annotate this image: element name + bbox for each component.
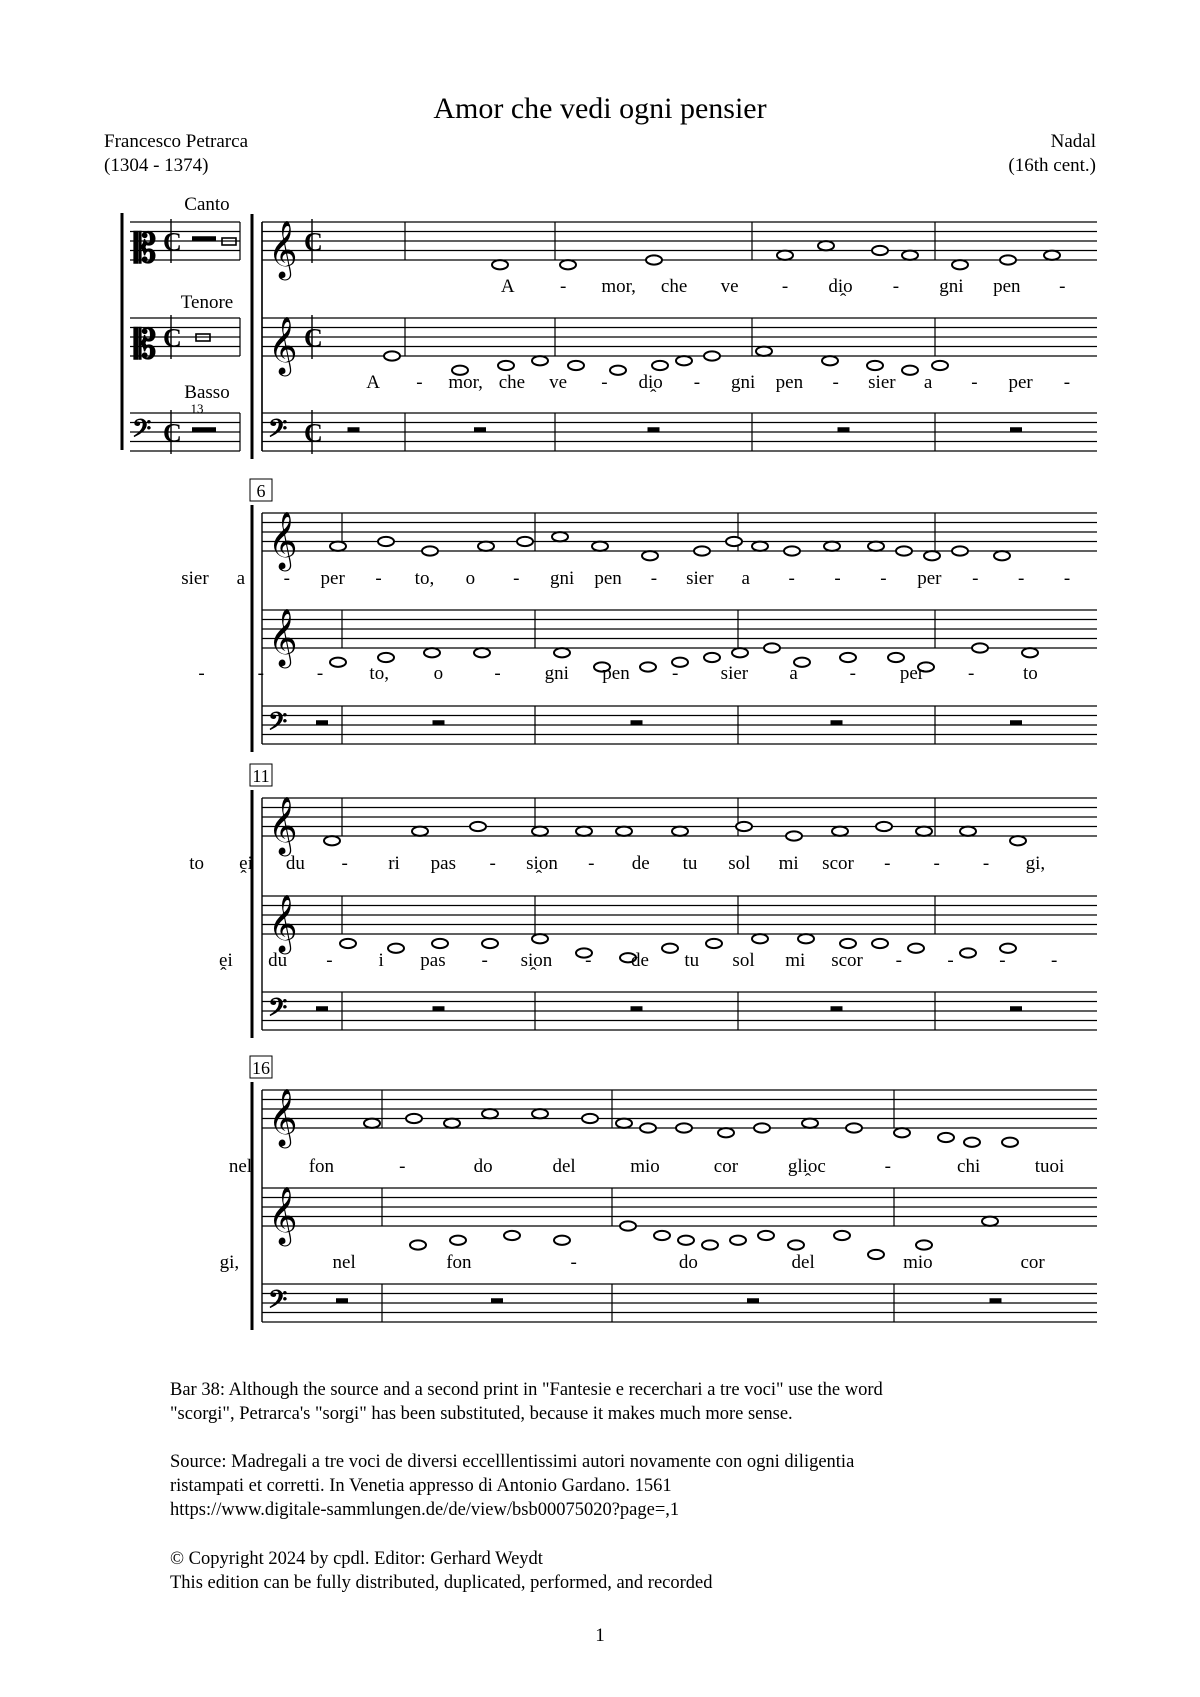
- whole-note: [704, 351, 720, 360]
- lyric-canto: sier: [686, 568, 714, 589]
- rest: [631, 1006, 643, 1011]
- lyric-canto: tu: [682, 853, 698, 874]
- whole-note: [868, 542, 884, 551]
- lyric-canto: si̭on: [526, 853, 558, 874]
- lyric-canto: ri: [388, 853, 400, 874]
- lyric-canto: -: [489, 853, 496, 874]
- lyric-tenore: -: [693, 372, 701, 393]
- lyric-canto: gni: [550, 568, 575, 589]
- lyric-tenore: -: [999, 950, 1006, 971]
- time-signature: C: [163, 227, 182, 257]
- whole-note: [896, 546, 912, 555]
- whole-note: [902, 251, 918, 260]
- whole-note: [424, 648, 440, 657]
- lyric-canto: -: [892, 276, 900, 297]
- lyric-canto: sier: [181, 568, 209, 589]
- lyric-tenore: mor,: [448, 372, 483, 393]
- lyric-tenore: do: [678, 1252, 698, 1273]
- lyric-tenore: A: [366, 372, 380, 393]
- whole-note: [378, 537, 394, 546]
- lyric-canto: pen: [594, 568, 622, 589]
- composer-name: Nadal: [1050, 131, 1096, 152]
- whole-note: [388, 944, 404, 953]
- lyric-canto: -: [1059, 276, 1066, 297]
- whole-note: [802, 1119, 818, 1128]
- lyric-tenore: a: [923, 372, 933, 393]
- lyric-tenore: sier: [868, 372, 896, 393]
- rest: [474, 427, 486, 432]
- measure-number: 6: [256, 481, 266, 501]
- whole-note: [786, 831, 802, 840]
- rest: [990, 1298, 1002, 1303]
- whole-note: [678, 1236, 694, 1245]
- lyric-tenore: -: [494, 663, 501, 684]
- source-note: [170, 1450, 1070, 1522]
- whole-note: [364, 1119, 380, 1128]
- lyric-tenore: to,: [369, 663, 389, 684]
- whole-note: [552, 532, 568, 541]
- rest: [1010, 720, 1022, 725]
- c-clef-icon: 𝄡: [134, 226, 157, 271]
- voice-label-canto: Canto: [184, 194, 230, 215]
- whole-note: [908, 944, 924, 953]
- whole-note: [952, 546, 968, 555]
- poet-dates: (1304 - 1374): [104, 155, 209, 176]
- whole-note: [840, 939, 856, 948]
- lyric-canto: do: [473, 1156, 493, 1177]
- whole-note: [777, 251, 793, 260]
- rest: [433, 1006, 445, 1011]
- lyric-tenore: -: [672, 663, 679, 684]
- composer-dates: (16th cent.): [1008, 155, 1096, 176]
- lyric-tenore: -: [326, 950, 333, 971]
- lyric-canto: ve: [720, 276, 739, 297]
- whole-note: [994, 551, 1010, 560]
- lyric-canto: che: [660, 276, 688, 297]
- lyric-tenore: -: [968, 663, 975, 684]
- lyric-tenore: scor: [831, 950, 863, 971]
- whole-note: [932, 361, 948, 370]
- whole-note: [474, 648, 490, 657]
- page-number: 1: [595, 1625, 605, 1646]
- time-signature: C: [304, 418, 323, 448]
- lyric-tenore: si̭on: [520, 950, 553, 971]
- score-title: Amor che vedi ogni pensier: [433, 92, 767, 125]
- lyric-tenore: sier: [720, 663, 749, 684]
- lyric-canto: mio: [630, 1156, 660, 1177]
- lyric-canto: del: [552, 1156, 576, 1177]
- lyric-canto: scor: [822, 853, 854, 874]
- whole-note: [470, 822, 486, 831]
- whole-note: [378, 653, 394, 662]
- whole-note: [764, 643, 780, 652]
- lyric-tenore: pas: [420, 950, 446, 971]
- whole-note: [726, 537, 742, 546]
- whole-note: [662, 944, 678, 953]
- lyric-canto: -: [884, 1156, 891, 1177]
- whole-note: [610, 366, 626, 375]
- incipit-rest-count: 13: [190, 401, 204, 416]
- whole-note: [422, 546, 438, 555]
- whole-note: [560, 260, 576, 269]
- lyric-tenore: nel: [332, 1252, 356, 1273]
- lyric-tenore: du: [268, 950, 288, 971]
- lyric-canto: o: [465, 568, 476, 589]
- lyric-tenore: to: [1023, 663, 1038, 684]
- whole-note: [960, 827, 976, 836]
- bass-clef-icon: 𝄢: [268, 994, 288, 1028]
- whole-note: [872, 246, 888, 255]
- whole-note: [554, 648, 570, 657]
- whole-note: [704, 653, 720, 662]
- rest: [648, 427, 660, 432]
- whole-note: [756, 347, 772, 356]
- lyric-canto: a: [236, 568, 246, 589]
- lyric-canto: -: [283, 568, 290, 589]
- treble-clef-icon: 𝄞: [268, 512, 298, 568]
- whole-note: [330, 658, 346, 667]
- whole-note: [384, 351, 400, 360]
- rest: [831, 1006, 843, 1011]
- whole-note: [730, 1236, 746, 1245]
- lyric-canto: -: [880, 568, 887, 589]
- lyric-canto: to: [189, 853, 205, 874]
- whole-note: [340, 939, 356, 948]
- lyric-tenore: i: [378, 950, 384, 971]
- treble-clef-icon: 𝄞: [268, 895, 298, 951]
- lyric-tenore: -: [585, 950, 592, 971]
- whole-note: [532, 934, 548, 943]
- lyric-tenore: per: [899, 663, 925, 684]
- lyric-canto: de: [631, 853, 650, 874]
- voice-label-tenore: Tenore: [180, 292, 234, 313]
- whole-note: [824, 542, 840, 551]
- lyric-canto: sol: [728, 853, 751, 874]
- whole-note: [1044, 251, 1060, 260]
- rest: [204, 427, 216, 432]
- rest: [336, 1298, 348, 1303]
- treble-clef-icon: 𝄞: [268, 609, 298, 665]
- whole-note: [676, 356, 692, 365]
- whole-note: [620, 1221, 636, 1230]
- lyric-tenore: -: [1063, 372, 1071, 393]
- lyric-tenore: sol: [732, 950, 755, 971]
- lyric-tenore: -: [1050, 950, 1058, 971]
- whole-note: [532, 1109, 548, 1118]
- time-signature: C: [163, 418, 182, 448]
- lyric-canto: -: [513, 568, 520, 589]
- whole-note: [482, 939, 498, 948]
- whole-note: [450, 1236, 466, 1245]
- whole-note: [504, 1231, 520, 1240]
- rest: [316, 1006, 328, 1011]
- whole-note: [868, 1250, 884, 1259]
- lyric-tenore: -: [832, 372, 839, 393]
- whole-note: [652, 361, 668, 370]
- voice-label-basso: Basso: [184, 382, 230, 403]
- whole-note: [752, 934, 768, 943]
- lyric-canto: -: [588, 853, 595, 874]
- note-line: "scorgi", Petrarca's "sorgi" has been substituted, because it makes much more sense.: [170, 1404, 793, 1424]
- bass-clef-icon: 𝄢: [132, 415, 152, 449]
- whole-note: [876, 822, 892, 831]
- lyric-tenore: gi,: [219, 1252, 240, 1273]
- bass-clef-icon: 𝄢: [268, 708, 288, 742]
- lyric-tenore: fon: [446, 1252, 472, 1273]
- whole-note: [788, 1240, 804, 1249]
- lyric-canto: fon: [308, 1156, 335, 1177]
- lyric-canto: a: [741, 568, 750, 589]
- lyric-tenore: -: [971, 372, 978, 393]
- whole-note: [754, 1123, 770, 1132]
- lyric-tenore: -: [257, 663, 264, 684]
- lyric-canto: -: [1063, 568, 1071, 589]
- lyric-canto: -: [933, 853, 940, 874]
- note-line: This edition can be fully distributed, duplicated, performed, and recorded: [170, 1573, 713, 1593]
- treble-clef-icon: 𝄞: [268, 221, 298, 277]
- lyric-tenore: -: [416, 372, 423, 393]
- treble-clef-icon: 𝄞: [268, 1089, 298, 1145]
- rest: [433, 720, 445, 725]
- lyric-tenore: pen: [775, 372, 804, 393]
- whole-note: [964, 1138, 980, 1147]
- whole-note: [478, 542, 494, 551]
- whole-note: [798, 934, 814, 943]
- lyric-tenore: pen: [602, 663, 630, 684]
- treble-clef-icon: 𝄞: [268, 1187, 298, 1243]
- whole-note: [916, 1240, 932, 1249]
- lyric-canto: per: [320, 568, 345, 589]
- lyric-canto: chi: [957, 1156, 981, 1177]
- whole-note: [872, 939, 888, 948]
- lyric-canto: -: [399, 1156, 406, 1177]
- lyric-tenore: per: [1008, 372, 1033, 393]
- lyric-tenore: che: [498, 372, 526, 393]
- whole-note: [706, 939, 722, 948]
- lyric-canto: di̭o: [828, 276, 853, 297]
- lyric-canto: -: [884, 853, 891, 874]
- lyric-tenore: -: [601, 372, 608, 393]
- whole-note: [444, 1119, 460, 1128]
- lyric-tenore: ḙi: [219, 950, 233, 971]
- lyric-tenore: mio: [903, 1252, 933, 1273]
- lyric-tenore: gni: [730, 372, 756, 393]
- lyric-tenore: a: [789, 663, 798, 684]
- lyric-canto: ḙi: [239, 853, 253, 874]
- whole-note: [582, 1114, 598, 1123]
- whole-note: [846, 1123, 862, 1132]
- note-line: © Copyright 2024 by cpdl. Editor: Gerhard Weydt: [170, 1549, 543, 1569]
- whole-note: [916, 827, 932, 836]
- rest: [831, 720, 843, 725]
- whole-note: [654, 1231, 670, 1240]
- lyric-canto: per: [917, 568, 942, 589]
- lyric-tenore: gni: [544, 663, 569, 684]
- whole-note: [938, 1133, 954, 1142]
- lyric-canto: -: [834, 568, 841, 589]
- whole-note: [888, 653, 904, 662]
- whole-note: [702, 1240, 718, 1249]
- lyric-tenore: -: [481, 950, 488, 971]
- time-signature: C: [304, 227, 323, 257]
- lyric-canto: -: [560, 276, 567, 297]
- whole-note: [532, 827, 548, 836]
- lyric-canto: -: [341, 853, 348, 874]
- whole-note: [818, 241, 834, 250]
- lyric-tenore: -: [947, 950, 954, 971]
- whole-note: [736, 822, 752, 831]
- lyric-canto: pen: [993, 276, 1021, 297]
- measure-number: 11: [252, 766, 270, 786]
- rest: [1010, 1006, 1022, 1011]
- whole-note: [832, 827, 848, 836]
- whole-note: [410, 1240, 426, 1249]
- whole-note: [1010, 836, 1026, 845]
- lyric-canto: -: [1017, 568, 1025, 589]
- note-line: ristampati et corretti. In Venetia appresso di Antonio Gardano. 1561: [170, 1476, 672, 1496]
- lyric-canto: gi,: [1025, 853, 1046, 874]
- lyric-canto: to,: [414, 568, 435, 589]
- whole-note: [568, 361, 584, 370]
- lyric-tenore: mi: [785, 950, 806, 971]
- whole-note: [840, 653, 856, 662]
- lyric-tenore: -: [895, 950, 902, 971]
- lyric-tenore: tu: [684, 950, 700, 971]
- lyric-canto: cor: [713, 1156, 739, 1177]
- time-signature: C: [304, 323, 323, 353]
- lyric-tenore: del: [791, 1252, 815, 1273]
- whole-note: [640, 662, 656, 671]
- lyric-canto: -: [375, 568, 382, 589]
- whole-note: [902, 366, 918, 375]
- whole-note: [732, 648, 748, 657]
- lyric-tenore: de: [631, 950, 649, 971]
- lyric-canto: -: [982, 853, 990, 874]
- whole-note: [492, 260, 508, 269]
- whole-note: [924, 551, 940, 560]
- whole-note: [642, 551, 658, 560]
- lyric-tenore: -: [570, 1252, 577, 1273]
- rest: [348, 427, 360, 432]
- whole-note: [646, 255, 662, 264]
- whole-note: [532, 356, 548, 365]
- poet-name: Francesco Petrarca: [104, 131, 249, 152]
- rest: [838, 427, 850, 432]
- source-url: https://www.digitale-sammlungen.de/de/view/bsb00075020?page=,1: [170, 1500, 680, 1520]
- treble-clef-icon: 𝄞: [268, 317, 298, 373]
- note-line: Source: Madregali a tre voci de diversi eccelllentissimi autori novamente con ogni diligentia: [170, 1452, 855, 1472]
- rest: [204, 236, 216, 241]
- rest: [747, 1298, 759, 1303]
- whole-note: [867, 361, 883, 370]
- whole-note: [758, 1231, 774, 1240]
- whole-note: [672, 827, 688, 836]
- whole-note: [324, 836, 340, 845]
- whole-note: [517, 537, 533, 546]
- whole-note: [616, 827, 632, 836]
- whole-note: [752, 542, 768, 551]
- lyric-canto: -: [788, 568, 795, 589]
- whole-note: [694, 546, 710, 555]
- lyric-tenore: di̭o: [638, 372, 663, 393]
- lyric-canto: du: [285, 853, 305, 874]
- editorial-note-bar38: [170, 1378, 1070, 1426]
- whole-note: [330, 542, 346, 551]
- rest: [631, 720, 643, 725]
- rest: [192, 236, 204, 241]
- measure-number: 16: [252, 1058, 270, 1078]
- rest: [491, 1298, 503, 1303]
- whole-note: [616, 1119, 632, 1128]
- lyric-canto: nel: [228, 1156, 253, 1177]
- copyright-note: [170, 1547, 1070, 1595]
- whole-note: [592, 542, 608, 551]
- rest: [1010, 427, 1022, 432]
- lyric-tenore: o: [433, 663, 444, 684]
- c-clef-icon: 𝄡: [134, 322, 157, 367]
- whole-note: [406, 1114, 422, 1123]
- whole-note: [894, 1128, 910, 1137]
- whole-note: [982, 1217, 998, 1226]
- whole-note: [952, 260, 968, 269]
- whole-note: [482, 1109, 498, 1118]
- lyric-canto: tuoi: [1034, 1156, 1065, 1177]
- whole-note: [960, 948, 976, 957]
- whole-note: [432, 939, 448, 948]
- lyric-tenore: -: [849, 663, 856, 684]
- lyric-canto: pas: [430, 853, 456, 874]
- bass-clef-icon: 𝄢: [268, 415, 288, 449]
- lyric-canto: gni: [939, 276, 964, 297]
- lyric-tenore: -: [316, 663, 324, 684]
- whole-note: [834, 1231, 850, 1240]
- rest: [316, 720, 328, 725]
- lyric-tenore: cor: [1020, 1252, 1045, 1273]
- whole-note: [412, 827, 428, 836]
- lyric-canto: mi: [778, 853, 799, 874]
- whole-note: [576, 827, 592, 836]
- bass-clef-icon: 𝄢: [268, 1286, 288, 1320]
- whole-note: [822, 356, 838, 365]
- lyric-canto: -: [781, 276, 789, 297]
- treble-clef-icon: 𝄞: [268, 797, 298, 853]
- lyric-canto: mor,: [601, 276, 636, 297]
- note-line: Bar 38: Although the source and a second print in "Fantesie e recerchari a tre voci" use the word: [170, 1380, 883, 1400]
- whole-note: [676, 1123, 692, 1132]
- rest: [192, 427, 204, 432]
- whole-note: [1022, 648, 1038, 657]
- whole-note: [972, 643, 988, 652]
- lyric-canto: -: [972, 568, 979, 589]
- lyric-canto: A: [500, 276, 515, 297]
- whole-note: [784, 546, 800, 555]
- whole-note: [1002, 1138, 1018, 1147]
- lyric-canto: -: [650, 568, 658, 589]
- whole-note: [718, 1128, 734, 1137]
- whole-note: [640, 1123, 656, 1132]
- whole-note: [1000, 255, 1016, 264]
- lyric-tenore: -: [198, 663, 205, 684]
- whole-note: [554, 1236, 570, 1245]
- lyric-tenore: ve: [549, 372, 568, 393]
- lyric-canto: gli̭oc: [787, 1156, 826, 1177]
- time-signature: C: [163, 323, 182, 353]
- whole-note: [498, 361, 514, 370]
